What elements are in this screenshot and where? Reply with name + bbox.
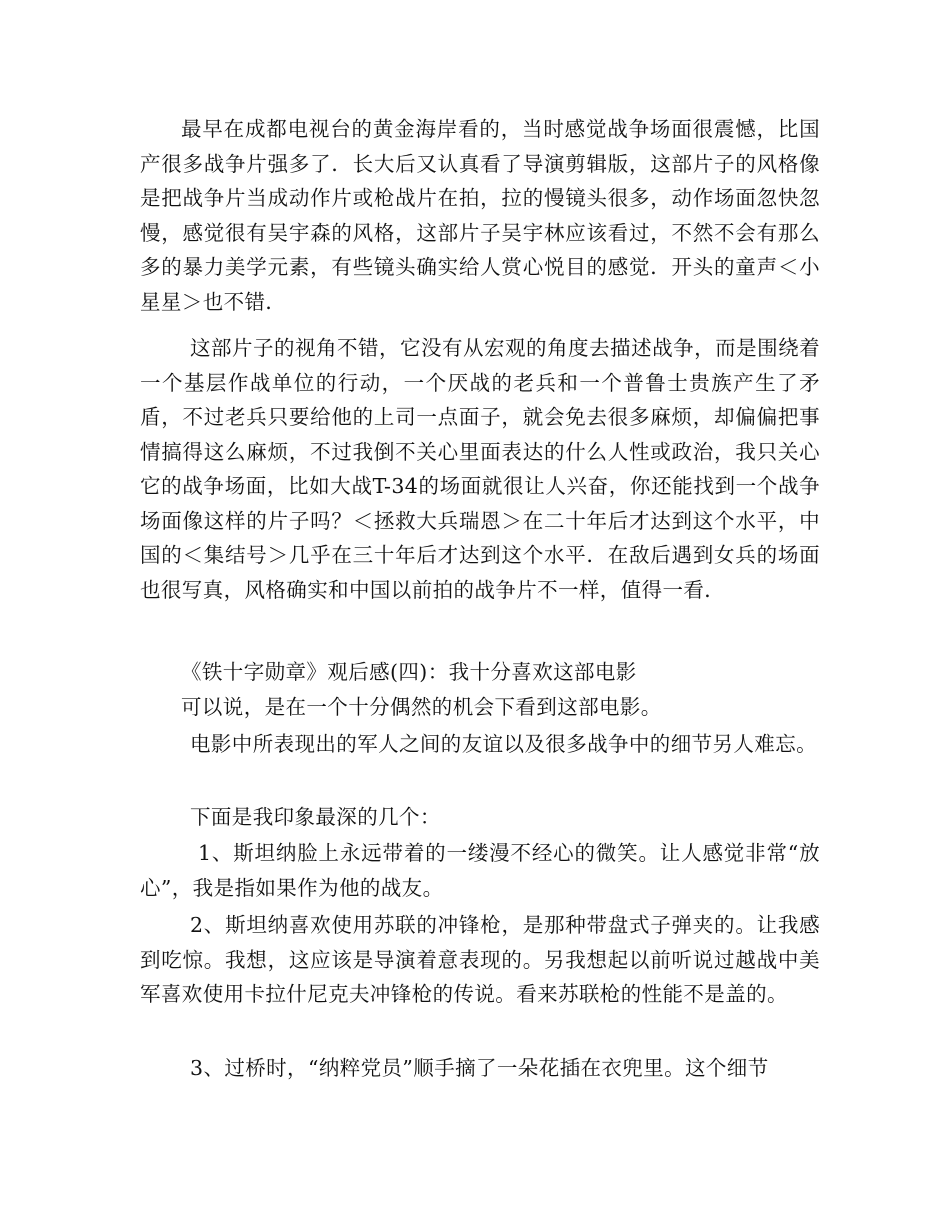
list-item-3: 3、过桥时，“纳粹党员”顺手摘了一朵花插在衣兜里。这个细节: [190, 1056, 769, 1080]
paragraph-1: 最早在成都电视台的黄金海岸看的，当时感觉战争场面很震憾，比国产很多战争片强多了．长大后又认真看了导演剪辑版，这部片子的风格像是把战争片当成动作片或枪战片在拍，拉的慢镜头很多，动作场面忽快忽慢，感觉很有吴宇森的风格，这部片子吴宇林应该看过，不然不会有那么多的暴力美学元素，有些镜头确实给人赏心悦目的感觉．开头的童声＜小星星＞也不错．: [140, 117, 820, 314]
list-item-1: 1、斯坦纳脸上永远带着的一缕漫不经心的微笑。让人感觉非常“放心”，我是指如果作为他的战友。: [140, 841, 820, 900]
list-item-2: 2、斯坦纳喜欢使用苏联的冲锋枪，是那种带盘式子弹夹的。让我感到吃惊。我想，这应该是导演着意表现的。另我想起以前听说过越战中美军喜欢使用卡拉什尼克夫冲锋枪的传说。看来苏联枪的性能不是盖的。: [140, 913, 820, 1006]
paragraph-3: 可以说，是在一个十分偶然的机会下看到这部电影。: [181, 695, 662, 719]
paragraph-2: 这部片子的视角不错，它没有从宏观的角度去描述战争，而是围绕着一个基层作战单位的行动，一个厌战的老兵和一个普鲁士贵族产生了矛盾，不过老兵只要给他的上司一点面子，就会免去很多麻烦，却偏偏把事情搞得这么麻烦，不过我倒不关心里面表达的什么人性或政治，我只关心它的战争场面，比如大战T-34的场面就很让人兴奋，你还能找到一个战争场面像这样的片子吗？＜拯救大兵瑞恩＞在二十年后才达到这个水平，中国的＜集结号＞几乎在三十年后才达到这个水平．在敌后遇到女兵的场面也很写真，风格确实和中国以前拍的战争片不一样，值得一看．: [140, 336, 820, 602]
paragraph-5: 下面是我印象最深的几个：: [190, 805, 441, 829]
paragraph-4: 电影中所表现出的军人之间的友谊以及很多战争中的细节另人难忘。: [190, 732, 817, 756]
section-heading: 《铁十字勋章》观后感(四)：我十分喜欢这部电影: [181, 660, 637, 684]
